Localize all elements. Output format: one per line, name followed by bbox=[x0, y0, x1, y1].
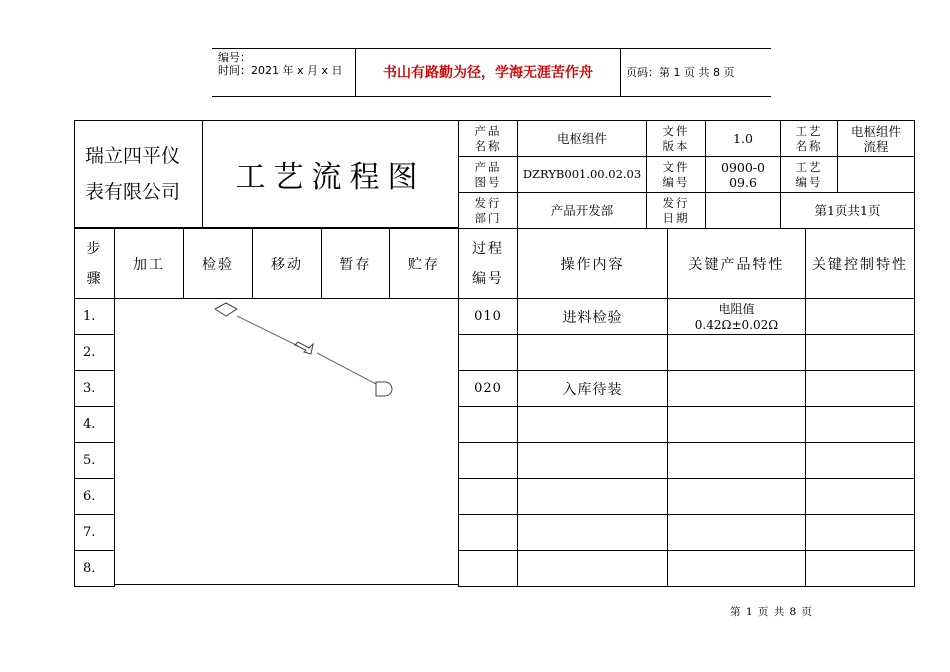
doc-number-value bbox=[705, 156, 781, 193]
step-number: 4. bbox=[74, 406, 115, 443]
header-page-label: 页码：第 1 页 共 8 页 bbox=[626, 66, 735, 79]
header-key-product: 关键产品特性 bbox=[667, 228, 806, 299]
doc-number-label-text: 文件编号 bbox=[662, 159, 690, 189]
move-arrow-icon bbox=[295, 342, 313, 354]
process-name-value-text: 电枢组件流程 bbox=[850, 123, 901, 154]
process-number-label-text: 工艺编号 bbox=[795, 159, 823, 189]
operation-content: 进料检验 bbox=[517, 298, 668, 335]
key-control-characteristic bbox=[805, 478, 915, 515]
issue-dept-label bbox=[458, 192, 518, 229]
process-code bbox=[458, 478, 518, 515]
header-process-no bbox=[458, 228, 518, 299]
step-number: 1. bbox=[74, 298, 115, 335]
operation-content bbox=[517, 514, 668, 551]
key-control-characteristic bbox=[805, 550, 915, 587]
key-product-characteristic bbox=[667, 370, 806, 407]
process-code bbox=[458, 442, 518, 479]
header-motto: 书山有路勤为径，学海无涯苦作舟 bbox=[383, 65, 593, 81]
flow-connector bbox=[237, 316, 298, 346]
key-product-characteristic bbox=[667, 550, 806, 587]
inspect-diamond-icon bbox=[215, 303, 237, 316]
key-control-characteristic bbox=[805, 334, 915, 371]
header-process: 加工 bbox=[114, 228, 184, 299]
operation-content bbox=[517, 550, 668, 587]
operation-content bbox=[517, 442, 668, 479]
key-control-characteristic bbox=[805, 442, 915, 479]
process-name-label bbox=[780, 120, 838, 157]
key-control-characteristic bbox=[805, 514, 915, 551]
operation-content: 入库待装 bbox=[517, 370, 668, 407]
key-control-characteristic bbox=[805, 406, 915, 443]
header-inspect: 检验 bbox=[183, 228, 253, 299]
header-bottom-rule bbox=[212, 96, 771, 97]
issue-dept-value: 产品开发部 bbox=[517, 192, 647, 229]
product-name-value: 电枢组件 bbox=[517, 120, 647, 157]
header-number-label: 编号： bbox=[218, 51, 251, 64]
doc-number-value-text: 0900-009.6 bbox=[721, 159, 765, 190]
key-product-characteristic bbox=[667, 514, 806, 551]
card-page-info: 第1页共1页 bbox=[780, 192, 915, 229]
step-number: 8. bbox=[74, 550, 115, 587]
header-step bbox=[74, 228, 115, 299]
step-number: 6. bbox=[74, 478, 115, 515]
header-store: 贮存 bbox=[389, 228, 459, 299]
company-name bbox=[74, 120, 203, 228]
footer-page-number: 第 1 页 共 8 页 bbox=[730, 606, 814, 618]
flow-connector bbox=[317, 353, 376, 384]
step-number: 2. bbox=[74, 334, 115, 371]
key-product-line2: 0.42Ω±0.02Ω bbox=[694, 317, 779, 332]
header-operation: 操作内容 bbox=[517, 228, 668, 299]
header-key-control: 关键控制特性 bbox=[805, 228, 915, 299]
operation-content bbox=[517, 406, 668, 443]
product-name-label bbox=[458, 120, 518, 157]
doc-version-label-text: 文件版本 bbox=[662, 123, 690, 153]
key-product-characteristic bbox=[667, 334, 806, 371]
key-product-characteristic bbox=[667, 478, 806, 515]
step-number: 3. bbox=[74, 370, 115, 407]
key-product-characteristic bbox=[667, 442, 806, 479]
process-code bbox=[458, 334, 518, 371]
issue-date-value bbox=[705, 192, 781, 229]
key-control-characteristic bbox=[805, 298, 915, 335]
process-number-value bbox=[837, 156, 915, 193]
doc-number-label bbox=[646, 156, 706, 193]
header-process-no-text: 过程编号 bbox=[472, 240, 504, 287]
process-code: 020 bbox=[458, 370, 518, 407]
key-product-characteristic bbox=[667, 298, 806, 335]
key-control-characteristic bbox=[805, 370, 915, 407]
header-time-label: 时间：2021 年 x 月 x 日 bbox=[218, 64, 343, 77]
process-name-label-text: 工艺名称 bbox=[795, 123, 823, 153]
flow-diagram bbox=[114, 298, 458, 584]
issue-dept-label-text: 发行部门 bbox=[474, 195, 502, 225]
process-code bbox=[458, 406, 518, 443]
operation-content bbox=[517, 334, 668, 371]
operation-content bbox=[517, 478, 668, 515]
document-title: 工艺流程图 bbox=[202, 120, 459, 228]
process-code bbox=[458, 514, 518, 551]
doc-version-label bbox=[646, 120, 706, 157]
storage-delay-icon bbox=[376, 382, 392, 396]
product-drawing-value: DZRYB001.00.02.03 bbox=[517, 156, 647, 193]
header-move: 移动 bbox=[252, 228, 322, 299]
process-name-value bbox=[837, 120, 915, 157]
process-number-label bbox=[780, 156, 838, 193]
header-step-text: 步骤 bbox=[86, 240, 103, 287]
issue-date-label-text: 发行日期 bbox=[662, 195, 690, 225]
step-number: 7. bbox=[74, 514, 115, 551]
key-product-line1: 电阻值 bbox=[718, 301, 755, 316]
product-drawing-label-text: 产品图号 bbox=[474, 159, 502, 189]
process-code bbox=[458, 550, 518, 587]
doc-version-value: 1.0 bbox=[705, 120, 781, 157]
step-number: 5. bbox=[74, 442, 115, 479]
process-code: 010 bbox=[458, 298, 518, 335]
header-temp-store: 暂存 bbox=[321, 228, 390, 299]
key-product-characteristic bbox=[667, 406, 806, 443]
product-drawing-label bbox=[458, 156, 518, 193]
issue-date-label bbox=[646, 192, 706, 229]
product-name-label-text: 产品名称 bbox=[474, 123, 502, 153]
header-divider bbox=[620, 48, 621, 96]
company-name-line2: 表有限公司 bbox=[85, 181, 181, 203]
company-name-line1: 瑞立四平仪 bbox=[85, 145, 181, 167]
